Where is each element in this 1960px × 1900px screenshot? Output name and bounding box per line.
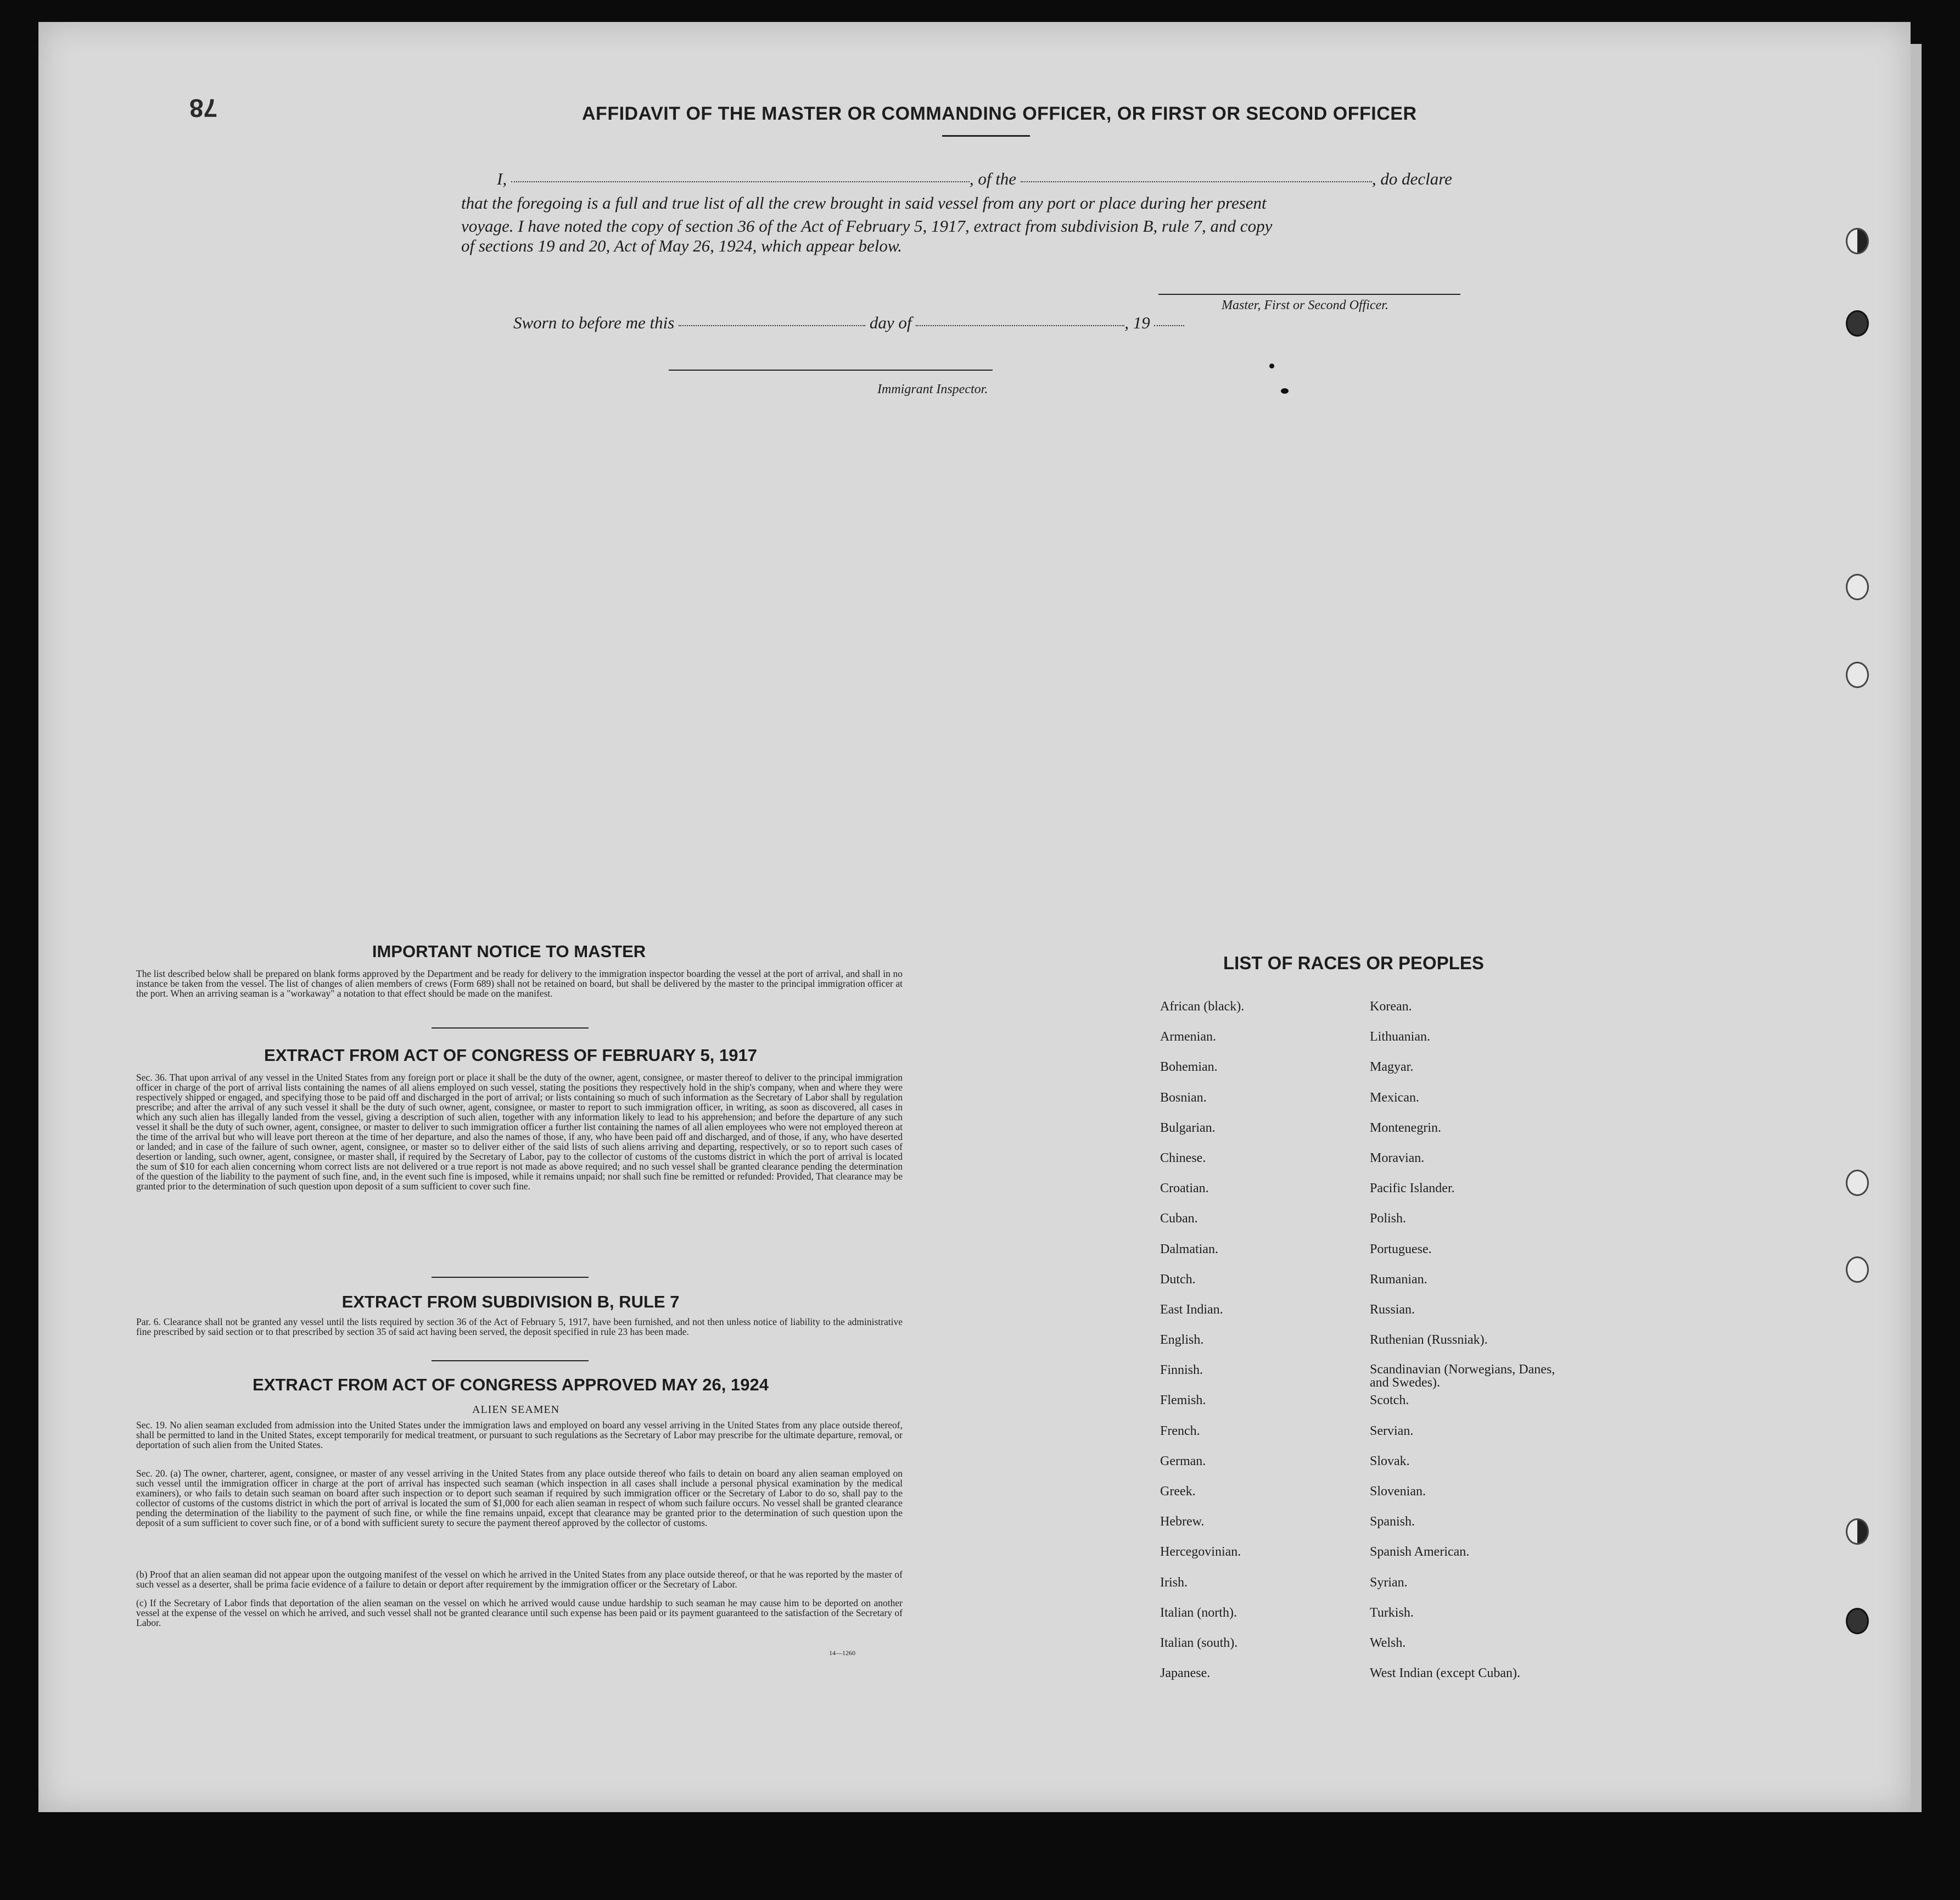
race-item: Russian. bbox=[1370, 1302, 1415, 1317]
form-number: 14—1260 bbox=[829, 1649, 855, 1657]
race-item: Japanese. bbox=[1160, 1666, 1211, 1681]
race-item: Greek. bbox=[1160, 1484, 1196, 1499]
race-item: Rumanian. bbox=[1370, 1272, 1427, 1287]
month-blank[interactable] bbox=[916, 325, 1124, 326]
inspector-caption: Immigrant Inspector. bbox=[877, 382, 988, 396]
sec20a-body: Sec. 20. (a) The owner, charterer, agent, consignee, or master of any vessel arriving in the United States from any place outside thereof who fails to detain on board any alien seaman employed on such vessel until the immigration officer in charge at the port of arrival has inspected such seaman (which inspection in all cases shall include a personal physical examination by the medical examiners), or who fails to detain such seaman on board after such inspection or to deport such seaman if required by such immigration officer or the Secretary of Labor to do so, shall pay to the collector of customs of the customs district in which the port of arrival is located the sum of $1,000 for each alien seaman in respect of whom such failure occurs. No vessel shall be granted clearance pending the determination of the liability to the payment of such fine, or while the fine remains unpaid, except that clearance may be granted prior to the determination of such question upon the deposit of a sum sufficient to cover such fine, or of a bond with sufficient surety to secure the payment thereof approved by the collector of customs. bbox=[136, 1468, 903, 1528]
race-item: Turkish. bbox=[1370, 1605, 1414, 1620]
race-item: Montenegrin. bbox=[1370, 1120, 1441, 1135]
race-item: English. bbox=[1160, 1333, 1204, 1348]
race-item: German. bbox=[1160, 1454, 1206, 1468]
affidavit-declaration-line bbox=[497, 169, 1452, 189]
race-item: Croatian. bbox=[1160, 1181, 1209, 1196]
year-blank[interactable] bbox=[1154, 325, 1184, 326]
ink-dot bbox=[1281, 388, 1289, 394]
vessel-blank[interactable] bbox=[1021, 181, 1372, 182]
race-item: Syrian. bbox=[1370, 1575, 1408, 1590]
race-item: Mexican. bbox=[1370, 1090, 1419, 1105]
race-item: Portuguese. bbox=[1370, 1242, 1432, 1256]
affidavit-declare: , do declare bbox=[1371, 169, 1452, 188]
race-item: Irish. bbox=[1160, 1575, 1188, 1590]
race-item: Spanish. bbox=[1370, 1515, 1415, 1529]
binder-hole bbox=[1846, 1518, 1869, 1545]
binder-hole bbox=[1846, 1170, 1869, 1196]
races-right-column bbox=[1370, 999, 1562, 1696]
sec20c-body: (c) If the Secretary of Labor finds that deportation of the alien seaman on the vessel on which he arrived would cause undue hardship to such seaman he may cause him to be deported on another vessel at the expense of the vessel on which he arrived, and such vessel shall not be granted clearance until such expense has been paid or its payment guaranteed to the satisfaction of the Secretary of Labor. bbox=[136, 1597, 903, 1628]
race-item: Dutch. bbox=[1160, 1272, 1196, 1287]
notice-title: IMPORTANT NOTICE TO MASTER bbox=[372, 942, 646, 961]
race-item: Chinese. bbox=[1160, 1150, 1206, 1165]
race-item: Pacific Islander. bbox=[1370, 1181, 1455, 1196]
race-item: Polish. bbox=[1370, 1211, 1407, 1226]
races-title: LIST OF RACES OR PEOPLES bbox=[1223, 953, 1484, 973]
affidavit-title: AFFIDAVIT OF THE MASTER OR COMMANDING OFFICER, OR FIRST OR SECOND OFFICER bbox=[582, 103, 1417, 124]
sworn-day-of: day of bbox=[869, 313, 912, 332]
affidavit-line-3: voyage. I have noted the copy of section 36 of the Act of February 5, 1917, extract from subdivision B, rule 7, and copy bbox=[461, 216, 1273, 236]
race-item: Welsh. bbox=[1370, 1635, 1406, 1650]
race-item: Magyar. bbox=[1370, 1060, 1414, 1075]
race-item: Bosnian. bbox=[1160, 1090, 1207, 1105]
sworn-prefix: Sworn to before me this bbox=[513, 313, 675, 332]
sec20b-body: (b) Proof that an alien seaman did not appear upon the outgoing manifest of the vessel on which he arrived in the United States from any place outside thereof, or that he was reported by the master of such vessel as a deserter, shall be prima facie evidence of a failure to detain or deport after requirement by the immigration officer or the Secretary of Labor. bbox=[136, 1569, 903, 1590]
race-item: Italian (south). bbox=[1160, 1635, 1238, 1650]
inspector-signature-line[interactable] bbox=[669, 370, 993, 371]
binder-hole bbox=[1846, 228, 1869, 254]
extract-1917-title: EXTRACT FROM ACT OF CONGRESS OF FEBRUARY 5, 1917 bbox=[264, 1046, 757, 1065]
affidavit-line-4: of sections 19 and 20, Act of May 26, 1924, which appear below. bbox=[461, 236, 903, 255]
race-item: Finnish. bbox=[1160, 1363, 1203, 1378]
binder-hole bbox=[1846, 1256, 1869, 1283]
race-item: African (black). bbox=[1160, 999, 1245, 1014]
race-item: East Indian. bbox=[1160, 1302, 1223, 1317]
binder-hole bbox=[1846, 310, 1869, 337]
race-item: Scandinavian (Norwegians, Danes, and Swedes). bbox=[1370, 1362, 1555, 1390]
master-signature-line[interactable] bbox=[1158, 294, 1460, 295]
name-blank[interactable] bbox=[511, 181, 970, 182]
race-item: Lithuanian. bbox=[1370, 1030, 1430, 1044]
ink-dot bbox=[1269, 364, 1274, 368]
document-page bbox=[38, 22, 1911, 1812]
race-item: Korean. bbox=[1370, 999, 1412, 1014]
race-item: Slovenian. bbox=[1370, 1484, 1426, 1499]
alien-seamen-subtitle: ALIEN SEAMEN bbox=[472, 1404, 560, 1416]
affidavit-i: I, bbox=[497, 169, 507, 188]
extract-rule7-body: Par. 6. Clearance shall not be granted any vessel until the lists required by section 36 of the Act of February 5, 1917, have been furnished, and not then unless notice of liability to the administrative fine prescribed by said section or to that prescribed by section 35 of said act having been served, the deposit specified in rule 23 has been made. bbox=[136, 1316, 903, 1337]
race-item: Slovak. bbox=[1370, 1454, 1410, 1468]
divider bbox=[432, 1360, 589, 1361]
race-item: Bohemian. bbox=[1160, 1060, 1218, 1075]
extract-1917-body: Sec. 36. That upon arrival of any vessel in the United States from any foreign port or place it shall be the duty of the owner, agent, consignee, or master thereof to deliver to the principal immigration officer in charge of the port of arrival lists containing the names of all aliens employed on such vessel, stating the positions they respectively hold in the ship's company, when and where they were respectively shipped or engaged, and specifying those to be paid off and discharged in the port of arrival; or lists containing so much of such information as the Secretary of Labor shall by regulation prescribe; and after the arrival of any such vessel it shall be the duty of such owner, agent, consignee, or master to report to such immigration officer, in writing, as soon as discovered, all cases in which any such alien has illegally landed from the vessel, giving a description of such alien, together with any information likely to lead to his apprehension; and before the departure of any such vessel it shall be the duty of such owner, agent, consignee, or master to deliver to such immigration officer a further list containing the names of all alien employees who were not employed thereon at the time of the arrival but who will leave port thereon at the time of her departure, and also the names of those, if any, who have been paid off and discharged, and of those, if any, who have deserted or landed; and in case of the failure of such owner, agent, consignee, or master so to deliver either of the said lists of such aliens arriving and departing, respectively, or so to report such cases of desertion or landing, such owner, agent, consignee, or master shall, if required by the Secretary of Labor, pay to the collector of customs of the customs district in which the port of arrival is located the sum of $10 for each alien concerning whom correct lists are not delivered or a true report is not made as above required; and no such vessel shall be granted clearance pending the determination of the question of the liability to the payment of such fine, and, in the event such fine is imposed, while it remains unpaid; nor shall such fine be remitted or refunded: Provided, That clearance may be granted prior to the determination of such question upon deposit of a sum sufficient to cover such fine. bbox=[136, 1072, 903, 1192]
race-item: Hercegovinian. bbox=[1160, 1545, 1241, 1560]
races-left-column bbox=[1160, 999, 1244, 1696]
race-item: Bulgarian. bbox=[1160, 1120, 1216, 1135]
race-item: Dalmatian. bbox=[1160, 1242, 1218, 1256]
race-item: Scotch. bbox=[1370, 1393, 1409, 1408]
page-edge bbox=[1911, 44, 1922, 1812]
race-item: Servian. bbox=[1370, 1423, 1414, 1438]
sec19-body: Sec. 19. No alien seaman excluded from admission into the United States under the immigration laws and employed on board any vessel arriving in the United States from any place outside thereof, shall be permitted to land in the United States, except temporarily for medical treatment, or pursuant to such regulations as the Secretary of Labor may prescribe for the ultimate departure, removal, or deportation of such alien from the United States. bbox=[136, 1420, 903, 1450]
master-caption: Master, First or Second Officer. bbox=[1222, 298, 1388, 312]
title-underline bbox=[942, 135, 1030, 137]
race-item: Italian (north). bbox=[1160, 1605, 1237, 1620]
race-item: Spanish American. bbox=[1370, 1545, 1470, 1560]
race-item: West Indian (except Cuban). bbox=[1370, 1666, 1520, 1681]
divider bbox=[432, 1277, 589, 1278]
sworn-line bbox=[513, 313, 1184, 333]
divider bbox=[432, 1027, 589, 1029]
race-item: Ruthenian (Russniak). bbox=[1370, 1333, 1488, 1348]
binder-hole bbox=[1846, 662, 1869, 688]
notice-body: The list described below shall be prepared on blank forms approved by the Department and be ready for delivery to the immigration inspector boarding the vessel at the port of arrival, and shall in no instance be taken from the vessel. The list of changes of alien members of crews (Form 689) shall not be retained on board, but shall be delivered by the master to the principal immigration officer at the port. When an arriving seaman is a "workaway" a notation to that effect should be made on the manifest. bbox=[136, 968, 903, 999]
affidavit-of-the: , of the bbox=[969, 169, 1017, 188]
affidavit-line-2: that the foregoing is a full and true list of all the crew brought in said vessel from any port or place during her present bbox=[461, 193, 1267, 213]
binder-hole bbox=[1846, 1608, 1869, 1634]
extract-rule7-title: EXTRACT FROM SUBDIVISION B, RULE 7 bbox=[341, 1292, 680, 1311]
extract-1924-title: EXTRACT FROM ACT OF CONGRESS APPROVED MAY 26, 1924 bbox=[253, 1375, 769, 1394]
day-blank[interactable] bbox=[679, 325, 865, 326]
page-number: 78 bbox=[189, 94, 218, 122]
race-item: Cuban. bbox=[1160, 1211, 1198, 1226]
sworn-year: , 19 bbox=[1124, 313, 1150, 332]
race-item: Armenian. bbox=[1160, 1030, 1216, 1044]
binder-hole bbox=[1846, 574, 1869, 600]
race-item: Flemish. bbox=[1160, 1393, 1206, 1408]
race-item: French. bbox=[1160, 1423, 1200, 1438]
race-item: Moravian. bbox=[1370, 1150, 1425, 1165]
race-item: Hebrew. bbox=[1160, 1515, 1205, 1529]
